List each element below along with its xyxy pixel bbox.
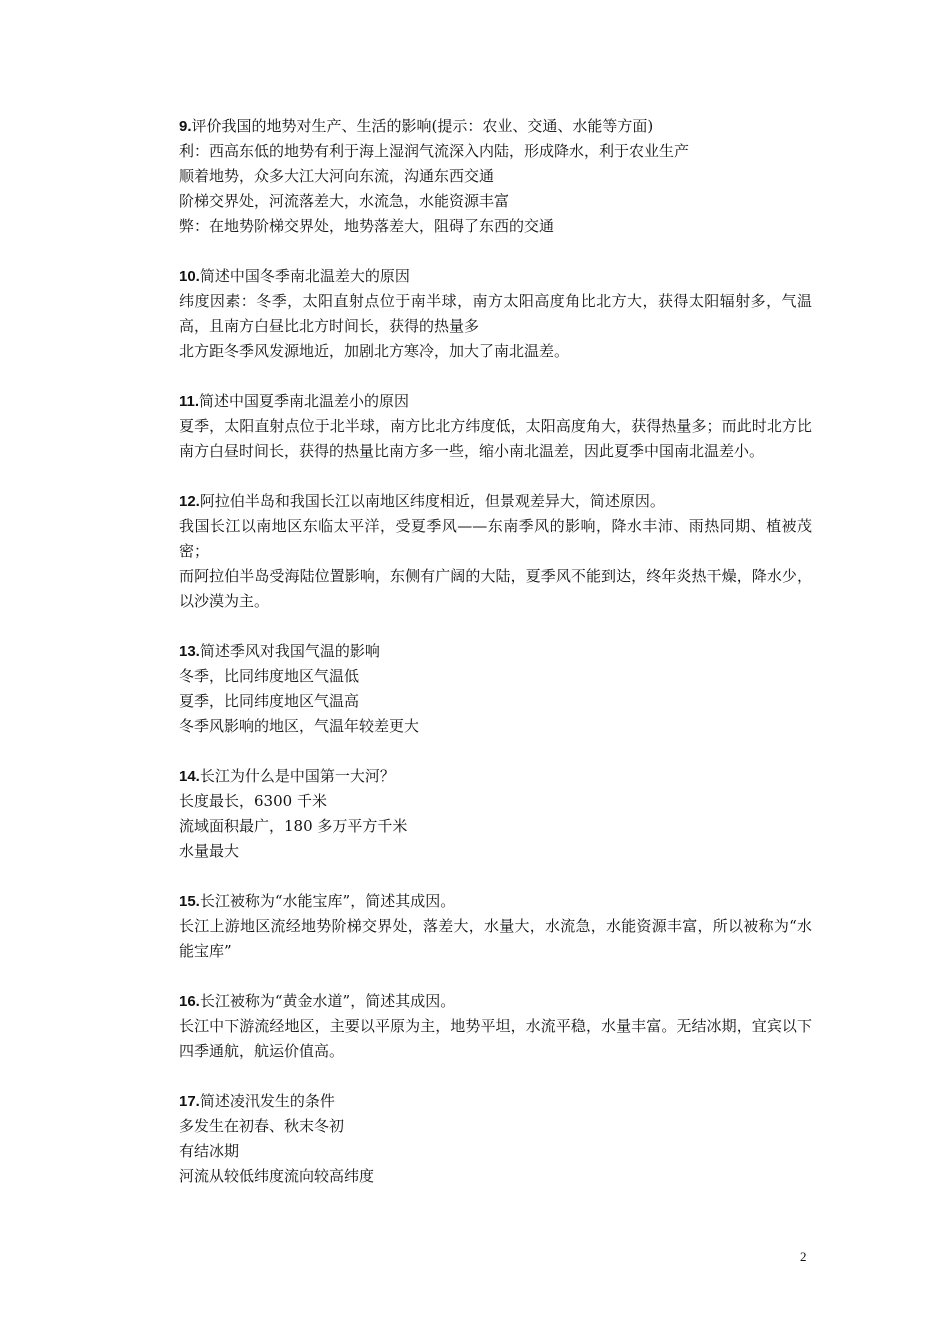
section-11 — [147, 389, 812, 464]
answer-line: 冬季，比同纬度地区气温低 — [179, 667, 360, 685]
document-page — [147, 114, 812, 1214]
section-number: 13. — [179, 643, 200, 660]
answer-paragraph: 夏季，太阳直射点位于北半球，南方比北方纬度低，太阳高度角大，获得热量多；而此时北方比南方白昼时间长，获得的热量比南方多一些，缩小南北温差，因此夏季中国南北温差小。 — [179, 417, 812, 460]
answer-line: 多发生在初春、秋末冬初 — [179, 1117, 345, 1135]
answer-line: 冬季风影响的地区，气温年较差更大 — [179, 717, 420, 735]
answer-paragraph: 长江上游地区流经地势阶梯交界处，落差大，水量大，水流急，水能资源丰富，所以被称为“水能宝库” — [179, 917, 812, 960]
answer-line: 河流从较低纬度流向较高纬度 — [179, 1167, 375, 1185]
section-heading — [147, 989, 812, 1014]
section-title: 简述中国冬季南北温差大的原因 — [199, 267, 410, 285]
section-number: 17. — [179, 1093, 200, 1110]
answer-line: 弊：在地势阶梯交界处，地势落差大，阻碍了东西的交通 — [179, 217, 555, 235]
section-title: 简述中国夏季南北温差小的原因 — [199, 392, 410, 410]
section-number: 9. — [179, 118, 192, 135]
answer-paragraph: 纬度因素：冬季，太阳直射点位于南半球，南方太阳高度角比北方大，获得太阳辐射多，气温高，且南方白昼比北方时间长，获得的热量多 — [179, 292, 812, 335]
section-heading — [147, 264, 812, 289]
answer-line: 水量最大 — [179, 842, 240, 860]
section-title: 长江被称为“黄金水道”，简述其成因。 — [199, 992, 456, 1010]
section-heading — [147, 889, 812, 914]
section-12 — [147, 489, 812, 614]
answer-line: 流域面积最广，180 多万平方千米 — [179, 817, 408, 835]
answer-line: 利：西高东低的地势有利于海上湿润气流深入内陆，形成降水，利于农业生产 — [179, 142, 690, 160]
answer-line: 顺着地势，众多大江大河向东流，沟通东西交通 — [179, 167, 495, 185]
page-number: 2 — [800, 1249, 807, 1264]
answer-paragraph: 我国长江以南地区东临太平洋，受夏季风——东南季风的影响，降水丰沛、雨热同期、植被茂密； — [179, 517, 812, 560]
section-number: 15. — [179, 893, 200, 910]
answer-paragraph: 而阿拉伯半岛受海陆位置影响，东侧有广阔的大陆，夏季风不能到达，终年炎热干燥，降水少，以沙漠为主。 — [179, 567, 812, 610]
section-heading — [147, 489, 812, 514]
section-title: 简述季风对我国气温的影响 — [199, 642, 380, 660]
section-number: 10. — [179, 268, 200, 285]
section-14 — [147, 764, 812, 864]
answer-paragraph: 长江中下游流经地区，主要以平原为主，地势平坦，水流平稳，水量丰富。无结冰期，宜宾以下四季通航，航运价值高。 — [179, 1017, 812, 1060]
answer-line: 阶梯交界处，河流落差大，水流急，水能资源丰富 — [179, 192, 510, 210]
answer-line: 有结冰期 — [179, 1142, 240, 1160]
section-title: 评价我国的地势对生产、生活的影响(提示：农业、交通、水能等方面) — [191, 117, 654, 135]
section-17 — [147, 1089, 812, 1189]
section-heading — [147, 764, 812, 789]
section-number: 16. — [179, 993, 200, 1010]
section-number: 14. — [179, 768, 200, 785]
answer-line: 长度最长，6300 千米 — [179, 792, 327, 810]
section-9 — [147, 114, 812, 239]
answer-line: 北方距冬季风发源地近，加剧北方寒冷，加大了南北温差。 — [179, 342, 570, 360]
section-10 — [147, 264, 812, 364]
section-title: 长江被称为“水能宝库”，简述其成因。 — [199, 892, 456, 910]
section-heading — [147, 1089, 812, 1114]
section-number: 12. — [179, 493, 200, 510]
section-title: 长江为什么是中国第一大河？ — [199, 767, 395, 785]
section-title: 阿拉伯半岛和我国长江以南地区纬度相近，但景观差异大，简述原因。 — [199, 492, 665, 510]
section-title: 简述凌汛发生的条件 — [199, 1092, 335, 1110]
section-number: 11. — [179, 393, 200, 410]
section-heading — [147, 639, 812, 664]
section-heading — [147, 114, 812, 139]
section-heading — [147, 389, 812, 414]
section-16 — [147, 989, 812, 1064]
answer-line: 夏季，比同纬度地区气温高 — [179, 692, 360, 710]
section-15 — [147, 889, 812, 964]
section-13 — [147, 639, 812, 739]
